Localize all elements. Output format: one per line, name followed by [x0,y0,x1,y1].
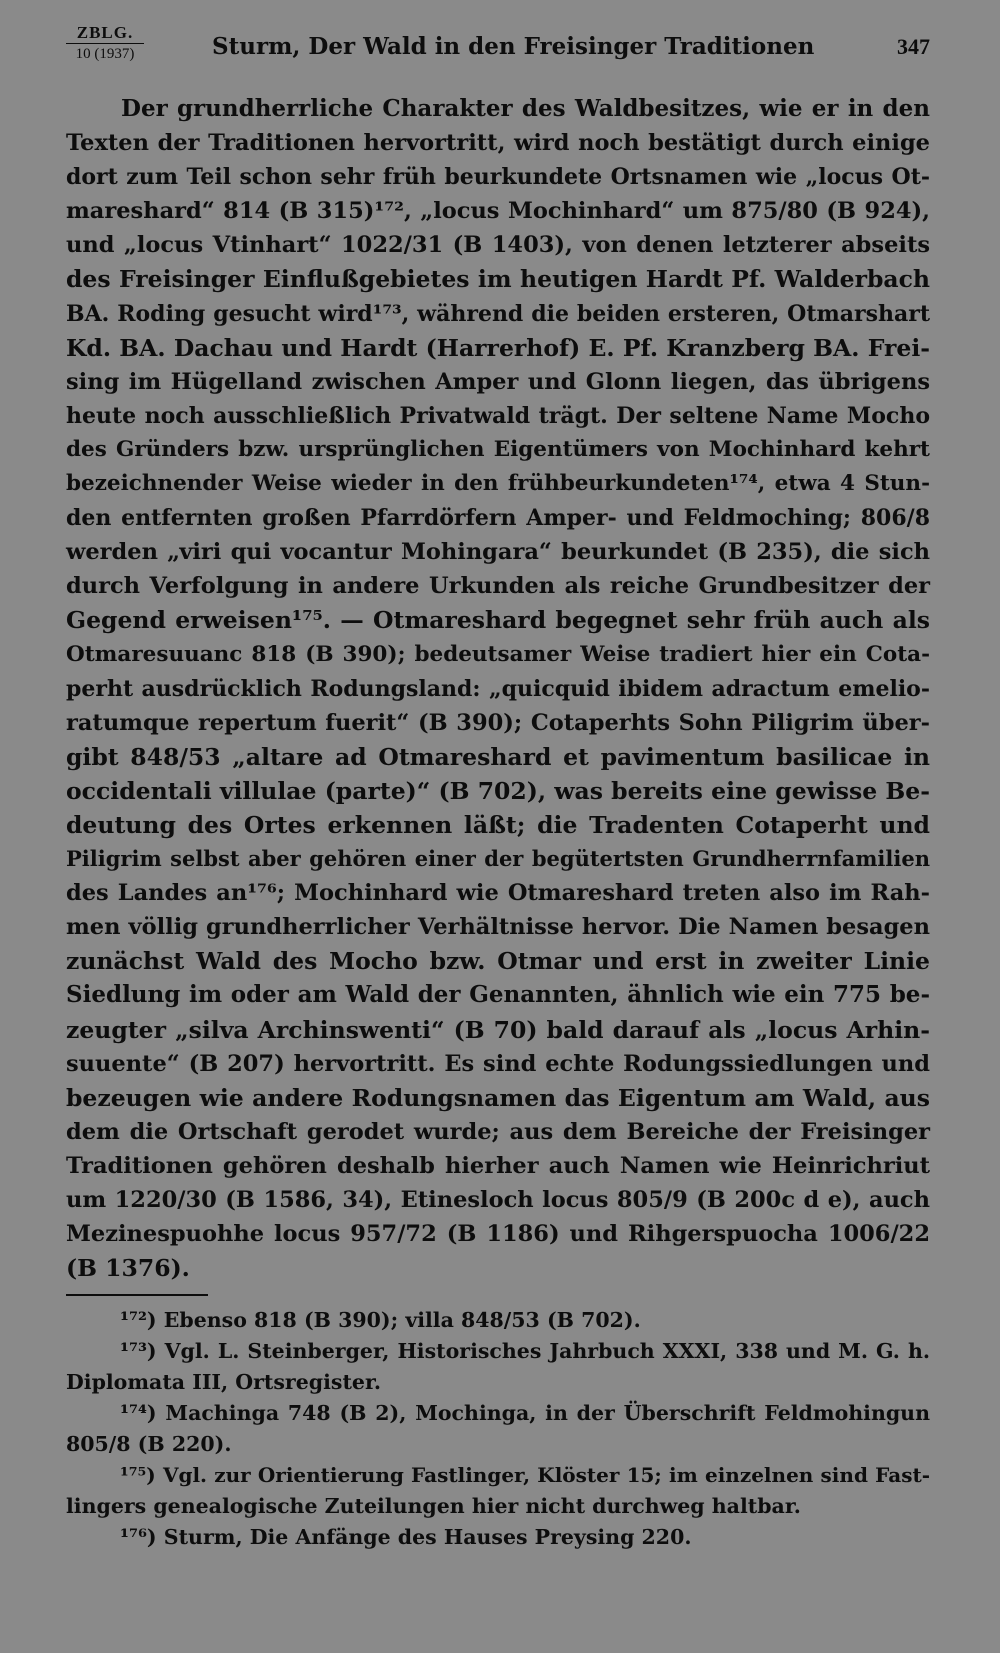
text-line: zeugter „silva Archinswenti“ (B 70) bald darauf als „locus Arhin- [66,1015,930,1044]
text-line: deutung des Ortes erkennen läßt; die Tradenten Cotaperht und [66,810,930,839]
text-line: bezeichnender Weise wieder in den frühbeurkundeten¹⁷⁴, etwa 4 Stun- [66,471,930,497]
text-line: ratumque repertum fuerit“ (B 390); Cotaperhts Sohn Piligrim über- [66,709,930,736]
footnote-174-continued: 805/8 (B 220). [66,1432,232,1456]
page-number: 347 [897,34,930,59]
text-line: Piligrim selbst aber gehören einer der begütertsten Grundherrnfamilien [66,846,930,872]
text-line: des Gründers bzw. ursprünglichen Eigentümers von Mochinhard kehrt [66,436,930,462]
text-line: um 1220/30 (B 1586, 34), Etinesloch locus 805/9 (B 200c d e), auch [66,1187,930,1213]
text-line: Der grundherrliche Charakter des Waldbesitzes, wie er in den [121,95,930,122]
text-line: durch Verfolgung in andere Urkunden als reiche Grundbesitzer der [66,573,930,600]
text-line: heute noch ausschließlich Privatwald trägt. Der seltene Name Mocho [66,402,930,429]
text-line: mareshard“ 814 (B 315)¹⁷², „locus Mochinhard“ um 875/80 (B 924), [66,198,930,225]
journal-volume-mark [66,24,144,62]
text-line: sing im Hügelland zwischen Amper und Glonn liegen, das übrigens [66,368,930,395]
text-line: bezeugen wie andere Rodungsnamen das Eigentum am Wald, aus [66,1083,930,1112]
text-line: suuente“ (B 207) hervortritt. Es sind echte Rodungssiedlungen und [66,1050,930,1077]
text-line: Traditionen gehören deshalb hierher auch Namen wie Heinrichriut [66,1152,930,1179]
text-line: perht ausdrücklich Rodungsland: „quicquid ibidem adractum emelio- [66,675,930,702]
text-line: Siedlung im oder am Wald der Genannten, ähnlich wie ein 775 be- [66,981,930,1009]
text-line: des Freisinger Einflußgebietes im heutigen Hardt Pf. Walderbach [66,265,930,294]
journal-abbreviation: ZBLG. [76,23,134,42]
text-line: den entfernten großen Pfarrdörfern Amper- und Feldmoching; 806/8 [66,505,930,532]
text-line: zunächst Wald des Mocho bzw. Otmar und erst in zweiter Linie [66,947,930,976]
volume-label: 10 (1937) [75,46,135,62]
footnote-176: ¹⁷⁶) Sturm, Die Anfänge des Hauses Preysing 220. [120,1525,692,1549]
footnote-175-continued: lingers genealogische Zuteilungen hier nicht durchweg haltbar. [66,1494,801,1518]
text-line: Otmaresuuanc 818 (B 390); bedeutsamer Weise tradiert hier ein Cota- [66,641,930,667]
text-line: Texten der Traditionen hervortritt, wird noch bestätigt durch einige [66,130,930,157]
text-line: men völlig grundherrlicher Verhältnisse hervor. Die Namen besagen [66,914,930,941]
text-line: occidentali villulae (parte)“ (B 702), was bereits eine gewisse Be- [66,776,930,805]
footnotes [66,1305,930,1553]
footnote-173: ¹⁷³) Vgl. L. Steinberger, Historisches Jahrbuch XXXI, 338 und M. G. h. [120,1339,930,1363]
footnote-172: ¹⁷²) Ebenso 818 (B 390); villa 848/53 (B 702). [120,1308,641,1332]
footnote-174: ¹⁷⁴) Machinga 748 (B 2), Mochinga, in der Überschrift Feldmohingun [120,1401,930,1425]
text-line: Mezinespuohhe locus 957/72 (B 1186) und Rihgerspuocha 1006/22 [66,1221,930,1248]
text-line: des Landes an¹⁷⁶; Mochinhard wie Otmareshard treten also im Rah- [66,880,930,907]
text-line: werden „viri qui vocantur Mohingara“ beurkundet (B 235), die sich [66,539,930,566]
footnote-separator [66,1294,208,1296]
text-line: dort zum Teil schon sehr früh beurkundete Ortsnamen wie „locus Ot- [66,164,930,191]
footnote-175: ¹⁷⁵) Vgl. zur Orientierung Fastlinger, Klöster 15; im einzelnen sind Fast- [120,1463,930,1487]
text-line: gibt 848/53 „altare ad Otmareshard et pavimentum basilicae in [66,742,930,771]
text-line: und „locus Vtinhart“ 1022/31 (B 1403), von denen letzterer abseits [66,232,930,259]
text-line: Kd. BA. Dachau und Hardt (Harrerhof) E. Pf. Kranzberg BA. Frei- [66,333,930,362]
fraction-rule [66,43,144,44]
text-line: BA. Roding gesucht wird¹⁷³, während die beiden ersteren, Otmarshart [66,300,930,327]
running-head-title: Sturm, Der Wald in den Freisinger Traditionen [212,33,815,60]
body-paragraph [66,92,930,1285]
text-line: Gegend erweisen¹⁷⁵. — Otmareshard begegnet sehr früh auch als [66,606,930,635]
text-line: (B 1376). [66,1254,190,1283]
footnote-173-continued: Diplomata III, Ortsregister. [66,1370,382,1394]
text-line: dem die Ortschaft gerodet wurde; aus dem Bereiche der Freisinger [66,1118,930,1145]
